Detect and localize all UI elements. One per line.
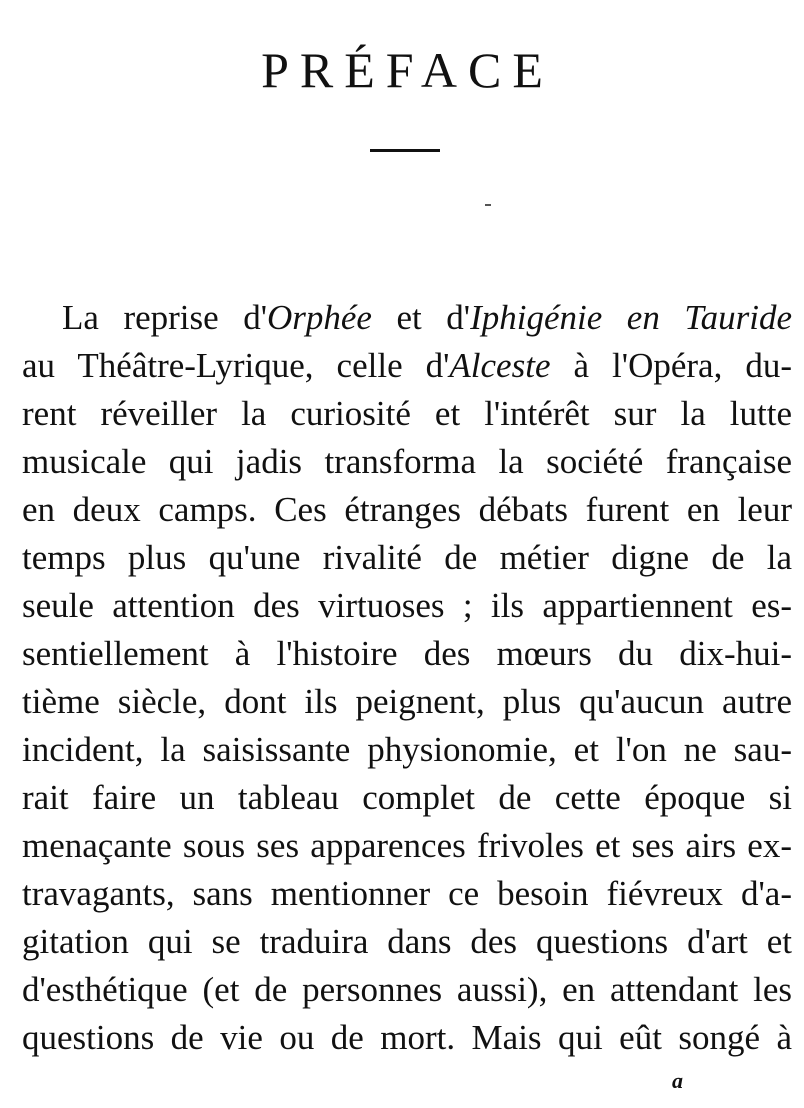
text-line xyxy=(22,582,792,630)
text-line xyxy=(22,678,792,726)
text-segment: rait faire un tableau complet de cette époque si xyxy=(22,778,792,817)
text-segment: au Théâtre-Lyrique, celle d' xyxy=(22,346,450,385)
text-segment: menaçante sous ses apparences frivoles et ses airs ex- xyxy=(22,826,792,865)
text-segment: incident, la saisissante physionomie, et l'on ne sau- xyxy=(22,730,792,769)
text-line xyxy=(22,438,792,486)
text-segment: seule attention des virtuoses ; ils appartiennent es- xyxy=(22,586,792,625)
text-line xyxy=(22,822,792,870)
text-segment: temps plus qu'une rivalité de métier digne de la xyxy=(22,538,792,577)
italic-title: Iphigénie en Tauride xyxy=(470,298,792,337)
text-segment: La reprise d' xyxy=(62,298,267,337)
text-segment: questions de vie ou de mort. Mais qui eût songé à xyxy=(22,1018,792,1057)
italic-title: Alceste xyxy=(449,346,551,385)
text-segment: à l'Opéra, du- xyxy=(550,346,792,385)
ink-speck xyxy=(485,204,491,206)
text-line xyxy=(22,534,792,582)
text-line xyxy=(22,726,792,774)
page-title: PRÉFACE xyxy=(261,41,554,98)
text-line xyxy=(22,966,792,1014)
text-segment: d'esthétique (et de personnes aussi), en attendant les xyxy=(22,970,792,1009)
text-segment: musicale qui jadis transforma la société française xyxy=(22,442,792,481)
text-line xyxy=(22,630,792,678)
text-line xyxy=(22,342,792,390)
title-rule xyxy=(370,149,440,152)
text-line xyxy=(22,774,792,822)
text-segment: sentiellement à l'histoire des mœurs du dix-hui- xyxy=(22,634,792,673)
text-line xyxy=(22,486,792,534)
preface-body-text xyxy=(22,294,792,1062)
italic-title: Orphée xyxy=(267,298,372,337)
signature-mark: a xyxy=(672,1068,683,1093)
text-segment: et d' xyxy=(371,298,471,337)
text-segment: rent réveiller la curiosité et l'intérêt sur la lutte xyxy=(22,394,792,433)
text-line xyxy=(22,918,792,966)
text-line xyxy=(22,1014,792,1062)
text-line xyxy=(22,870,792,918)
text-line xyxy=(22,294,792,342)
text-segment: en deux camps. Ces étranges débats furent en leur xyxy=(22,490,792,529)
text-segment: travagants, sans mentionner ce besoin fiévreux d'a- xyxy=(22,874,792,913)
text-segment: gitation qui se traduira dans des questions d'art et xyxy=(22,922,792,961)
text-line xyxy=(22,390,792,438)
text-segment: tième siècle, dont ils peignent, plus qu'aucun autre xyxy=(22,682,792,721)
